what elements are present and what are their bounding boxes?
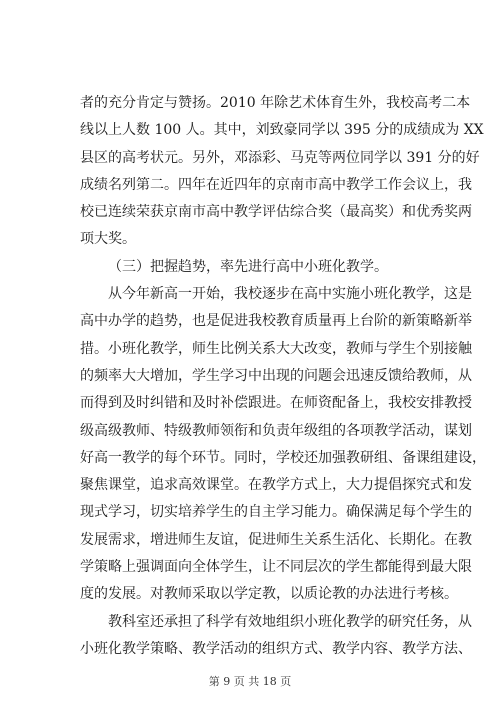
text-line: 线以上人数 100 人。其中，刘致豪同学以 395 分的成绩成为 XX bbox=[80, 122, 484, 139]
text-line: 好高一教学的每个环节。同时，学校还加强教研组、备课组建设， bbox=[80, 449, 486, 466]
text-line: 级高级教师、特级教师领衔和负责年级组的各项教学活动，谋划 bbox=[80, 422, 472, 439]
text-line: （三）把握趋势，率先进行高中小班化教学。 bbox=[108, 258, 388, 275]
text-line: 聚焦课堂，追求高效课堂。在教学方式上，大力提倡探究式和发 bbox=[80, 477, 472, 494]
text-line: 小班化教学策略、教学活动的组织方式、教学内容、教学方法、 bbox=[80, 640, 472, 657]
text-line: 项大奖。 bbox=[80, 231, 136, 248]
text-line: 措。小班化教学，师生比例关系大大改变，教师与学生个别接触 bbox=[80, 340, 472, 357]
text-line: 成绩名列第二。四年在近四年的京南市高中教学工作会议上，我 bbox=[80, 176, 472, 193]
document-body bbox=[80, 90, 486, 663]
text-line: 发展需求，增进师生友谊，促进师生关系生活化、长期化。在教 bbox=[80, 531, 472, 548]
text-line: 高中办学的趋势，也是促进我校教育质量再上台阶的新策略新举 bbox=[80, 313, 472, 330]
text-line: 而得到及时纠错和及时补偿跟进。在师资配备上，我校安排教授 bbox=[80, 395, 472, 412]
text-line: 的频率大大增加，学生学习中出现的问题会迅速反馈给教师，从 bbox=[80, 367, 472, 384]
text-line: 学策略上强调面向全体学生，让不同层次的学生都能得到最大限 bbox=[80, 559, 472, 576]
text-line: 者的充分肯定与赞扬。2010 年除艺术体育生外，我校高考二本 bbox=[80, 95, 471, 111]
text-line: 从今年新高一开始，我校逐步在高中实施小班化教学，这是 bbox=[108, 286, 472, 303]
text-line: 校已连续荣获京南市高中教学评估综合奖（最高奖）和优秀奖两 bbox=[80, 204, 472, 221]
page-footer: 第 9 页 共 18 页 bbox=[208, 675, 292, 688]
text-line: 县区的高考状元。另外，邓添彩、马克等两位同学以 391 分的好 bbox=[80, 149, 480, 166]
text-line: 教科室还承担了科学有效地组织小班化教学的研究任务，从 bbox=[108, 613, 472, 630]
text-line: 度的发展。对教师采取以学定教，以质论教的办法进行考核。 bbox=[80, 586, 458, 603]
text-line: 现式学习，切实培养学生的自主学习能力。确保满足每个学生的 bbox=[80, 504, 472, 521]
